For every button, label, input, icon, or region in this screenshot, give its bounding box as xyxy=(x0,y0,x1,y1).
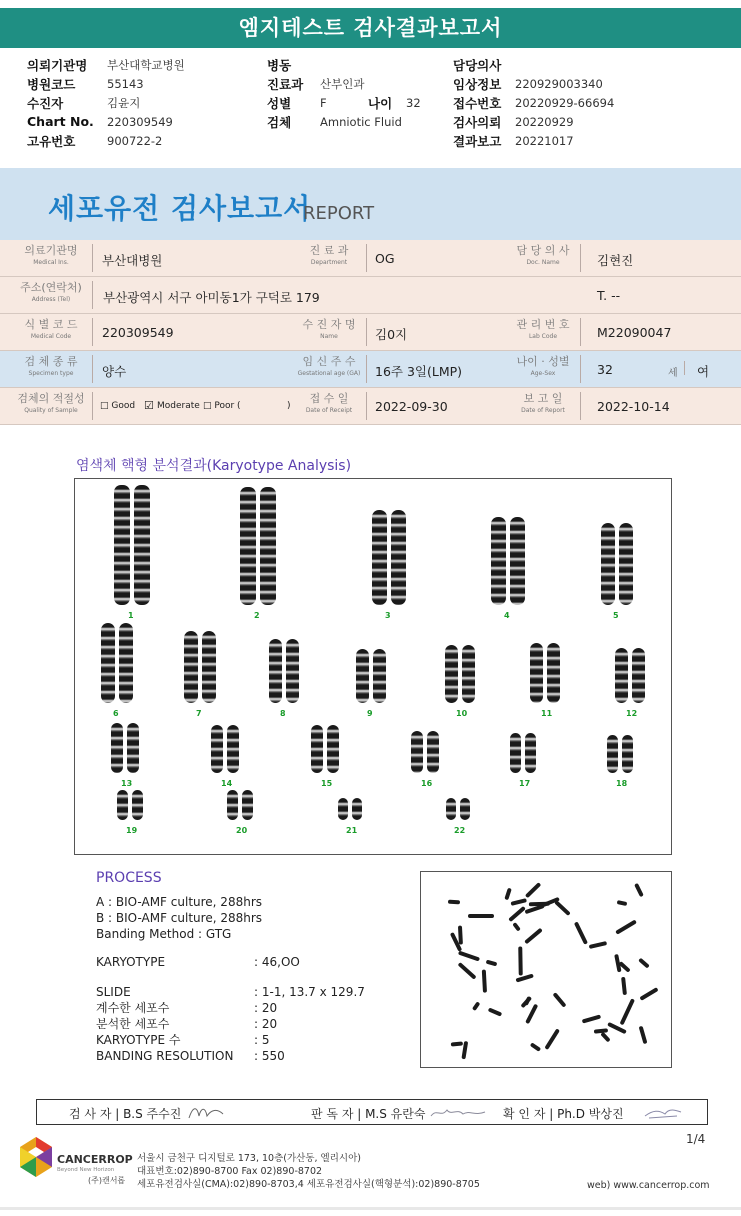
divider xyxy=(580,318,581,346)
patient-info-table xyxy=(0,240,741,425)
value-date-report: 2022-10-14 xyxy=(597,399,670,414)
metaphase-chromosome xyxy=(520,996,531,1008)
metaphase-chromosome xyxy=(488,1007,502,1016)
label-ward: 병동 xyxy=(267,57,292,73)
metaphase-chromosome xyxy=(574,922,588,945)
chromosome-label: 9 xyxy=(367,709,373,718)
label-date-report: 보 고 일 Date of Report xyxy=(521,392,565,414)
label-medical-code: 식 별 코 드 Medical Code xyxy=(24,318,78,340)
divider xyxy=(92,392,93,420)
metaphase-chromosome xyxy=(530,1042,541,1051)
label-name: 수 진 자 명 Name xyxy=(302,318,356,340)
label-lab-code: 관 리 번 호 Lab Code xyxy=(516,318,570,340)
analyzed-cells-value: : 20 xyxy=(254,1017,278,1031)
chromosome-17-b xyxy=(525,733,536,773)
chromosome-label: 8 xyxy=(280,709,286,718)
chromosome-label: 14 xyxy=(221,779,233,788)
reader-signature-icon xyxy=(429,1104,487,1122)
report-title-block xyxy=(0,168,741,240)
value-age: 32 xyxy=(597,362,613,377)
chromosome-11-b xyxy=(547,643,560,703)
label-gestational-age: 임 신 주 수 Gestational age (GA) xyxy=(297,355,361,377)
metaphase-chromosome xyxy=(614,954,621,972)
metaphase-chromosome xyxy=(504,887,512,900)
value-specimen-type: 양수 xyxy=(102,364,127,379)
chromosome-21-a xyxy=(338,798,348,820)
metaphase-chromosome xyxy=(638,957,649,968)
chromosome-6-b xyxy=(119,623,133,703)
chromosome-10-a xyxy=(445,645,458,703)
quality-poor-close: ) xyxy=(287,401,291,411)
metaphase-chromosome xyxy=(553,992,567,1008)
table-row xyxy=(0,351,741,388)
metaphase-chromosome xyxy=(524,928,543,945)
chromosome-20-a xyxy=(227,790,238,820)
metaphase-chromosome xyxy=(634,883,644,897)
metaphase-chromosome xyxy=(481,970,486,993)
counted-cells-value: : 20 xyxy=(254,1001,278,1015)
header-column-middle xyxy=(267,55,421,131)
metaphase-chromosome xyxy=(511,898,527,906)
chromosome-label: 16 xyxy=(421,779,433,788)
chromosome-label: 1 xyxy=(128,611,134,620)
value-medical-code: 220309549 xyxy=(102,325,174,340)
process-row xyxy=(96,1048,365,1064)
karyotype-image xyxy=(74,478,672,855)
company-name: (주)캔서롭 xyxy=(88,1176,126,1185)
label-sex: 성별 xyxy=(267,95,292,111)
value-age-unit: 세 xyxy=(668,368,678,379)
banding-resolution-label: BANDING RESOLUTION xyxy=(96,1049,234,1063)
chromosome-label: 10 xyxy=(456,709,468,718)
company-slogan: Beyond New Horizon xyxy=(57,1167,115,1173)
metaphase-chromosome xyxy=(581,1014,600,1023)
phone-line: 대표번호:02)890-8700 Fax 02)890-8702 xyxy=(137,1166,323,1177)
metaphase-chromosome xyxy=(639,1026,648,1044)
chromosome-6-a xyxy=(101,623,115,703)
counted-cells-label: 계수한 세포수 xyxy=(96,1001,170,1015)
chromosome-label: 11 xyxy=(541,709,553,718)
karyotype-count-value: : 5 xyxy=(254,1033,270,1047)
chromosome-5-b xyxy=(619,523,633,605)
value-lab-code: M22090047 xyxy=(597,325,672,340)
karyotype-result-value: : 46,OO xyxy=(254,955,300,969)
chromosome-13-b xyxy=(127,723,139,773)
value-receipt-no: 20220929-66694 xyxy=(515,95,615,110)
chromosome-14-b xyxy=(227,725,239,773)
quality-good-checkbox[interactable]: □ Good xyxy=(100,401,136,411)
chromosome-3-a xyxy=(372,510,387,605)
company-website-link[interactable]: web) www.cancerrop.com xyxy=(587,1180,710,1191)
chromosome-2-b xyxy=(260,487,276,605)
chromosome-label: 20 xyxy=(236,826,248,835)
value-clinical-info: 220929003340 xyxy=(515,76,603,91)
metaphase-chromosome xyxy=(472,1001,480,1010)
label-age: 나이 xyxy=(368,95,393,111)
banding-method: Banding Method : GTG xyxy=(96,927,232,941)
chromosome-17-a xyxy=(510,733,521,773)
divider xyxy=(92,318,93,346)
lab-phone-line: 세포유전검사실(CMA):02)890-8703,4 세포유전검사실(핵형분석):02)890-8705 xyxy=(137,1179,480,1190)
cancerrop-logo-icon xyxy=(18,1135,54,1179)
process-line-b: B : BIO-AMF culture, 288hrs xyxy=(96,911,263,925)
label-requesting-org: 의뢰기관명 xyxy=(27,57,88,73)
label-patient: 수진자 xyxy=(27,95,64,111)
chromosome-label: 15 xyxy=(321,779,333,788)
label-age-sex: 나이 · 성별 Age-Sex xyxy=(516,355,570,377)
label-address: 주소(연락처) Address (Tel) xyxy=(20,281,82,303)
quality-moderate-check-icon[interactable]: ☑ xyxy=(144,399,154,412)
analyzed-cells-label: 분석한 세포수 xyxy=(96,1017,170,1031)
divider xyxy=(366,244,367,272)
value-date-receipt: 2022-09-30 xyxy=(375,399,448,414)
chromosome-14-a xyxy=(211,725,223,773)
chromosome-1-a xyxy=(114,485,130,605)
karyotype-result-label: KARYOTYPE xyxy=(96,955,166,969)
chromosome-8-b xyxy=(286,639,299,703)
divider xyxy=(684,361,685,375)
slide-label: SLIDE xyxy=(96,985,131,999)
metaphase-chromosome xyxy=(639,987,658,1001)
company-logo-text: CANCERROP xyxy=(57,1153,133,1166)
value-department: OG xyxy=(375,251,395,266)
value-address: 부산광역시 서구 아미동1가 구덕로 179 xyxy=(103,290,320,305)
metaphase-chromosome xyxy=(512,922,521,932)
process-section xyxy=(96,870,365,1064)
chromosome-4-b xyxy=(510,517,525,605)
value-age: 32 xyxy=(406,95,421,110)
chromosome-label: 7 xyxy=(196,709,202,718)
chromosome-9-b xyxy=(373,649,386,703)
process-line-a: A : BIO-AMF culture, 288hrs xyxy=(96,895,263,909)
label-doctor: 담당의사 xyxy=(453,57,502,73)
chromosome-16-a xyxy=(411,731,423,773)
chromosome-9-a xyxy=(356,649,369,703)
chromosome-label: 3 xyxy=(385,611,391,620)
chromosome-15-b xyxy=(327,725,339,773)
value-tel: T. -- xyxy=(597,288,621,303)
label-unique-id: 고유번호 xyxy=(27,133,76,149)
metaphase-chromosome xyxy=(451,1041,463,1046)
bottom-rule xyxy=(0,1207,741,1210)
chromosome-10-b xyxy=(462,645,475,703)
process-row xyxy=(96,1000,365,1016)
metaphase-chromosome xyxy=(458,950,480,961)
slide-value: : 1-1, 13.7 x 129.7 xyxy=(254,985,365,999)
label-department: 진료과 xyxy=(267,76,304,92)
process-row xyxy=(96,1016,365,1032)
value-department: 산부인과 xyxy=(320,76,365,91)
chromosome-19-b xyxy=(132,790,143,820)
chromosome-2-a xyxy=(240,487,256,605)
label-department: 진 료 과 Department xyxy=(309,244,349,266)
label-receipt-no: 접수번호 xyxy=(453,95,502,111)
chromosome-16-b xyxy=(427,731,439,773)
label-doc-name: 담 당 의 사 Doc. Name xyxy=(516,244,570,266)
metaphase-chromosome xyxy=(615,919,636,934)
metaphase-chromosome xyxy=(458,962,477,980)
chromosome-11-a xyxy=(530,643,543,703)
process-title: PROCESS xyxy=(96,870,162,886)
karyotype-section-title: 염색체 핵형 분석결과(Karyotype Analysis) xyxy=(76,458,352,474)
divider xyxy=(92,355,93,383)
divider xyxy=(366,392,367,420)
header-column-right xyxy=(453,55,614,150)
chromosome-label: 17 xyxy=(519,779,531,788)
chromosome-21-b xyxy=(352,798,362,820)
table-row xyxy=(0,314,741,351)
metaphase-chromosome xyxy=(485,960,497,967)
value-hospital-code: 55143 xyxy=(107,76,144,91)
metaphase-chromosome xyxy=(589,941,607,949)
table-row xyxy=(0,277,741,314)
chromosome-label: 12 xyxy=(626,709,638,718)
chromosome-label: 6 xyxy=(113,709,119,718)
process-row xyxy=(96,1032,365,1048)
chromosome-18-b xyxy=(622,735,633,773)
report-banner-title: 엠지테스트 검사결과보고서 xyxy=(0,8,741,48)
chromosome-3-b xyxy=(391,510,406,605)
divider xyxy=(580,392,581,420)
page-number: 1/4 xyxy=(686,1132,706,1146)
value-medical-ins: 부산대병원 xyxy=(102,253,163,268)
chromosome-4-a xyxy=(491,517,506,605)
label-specimen-type: 검 체 종 류 Specimen type xyxy=(24,355,78,377)
value-unique-id: 900722-2 xyxy=(107,133,163,148)
value-sex: 여 xyxy=(697,364,710,379)
value-requesting-org: 부산대학교병원 xyxy=(107,57,185,72)
reader-signature-label: 판 독 자 | M.S 유란숙 xyxy=(311,1107,426,1121)
value-doc-name: 김현진 xyxy=(597,253,634,268)
report-title-english: REPORT xyxy=(303,203,375,224)
metaphase-chromosome xyxy=(554,900,570,916)
chromosome-label: 5 xyxy=(613,611,619,620)
tester-signature-icon xyxy=(187,1104,225,1122)
metaphase-chromosome xyxy=(468,914,493,918)
metaphase-image xyxy=(420,871,672,1068)
chromosome-label: 21 xyxy=(346,826,358,835)
label-medical-ins: 의료기관명 Medical Ins. xyxy=(24,244,78,266)
divider xyxy=(92,244,93,272)
table-row xyxy=(0,388,741,425)
metaphase-chromosome xyxy=(622,977,628,995)
chromosome-label: 13 xyxy=(121,779,133,788)
value-result-date: 20221017 xyxy=(515,133,574,148)
value-sex: F xyxy=(320,95,327,110)
metaphase-chromosome xyxy=(619,999,635,1026)
karyotype-result xyxy=(96,954,365,970)
value-chart-no: 220309549 xyxy=(107,114,173,129)
chromosome-19-a xyxy=(117,790,128,820)
divider xyxy=(580,355,581,383)
metaphase-chromosome xyxy=(508,906,526,922)
metaphase-chromosome xyxy=(544,1028,559,1049)
table-row xyxy=(0,240,741,277)
chromosome-label: 22 xyxy=(454,826,466,835)
header-column-left xyxy=(27,55,185,150)
chromosome-label: 19 xyxy=(126,826,138,835)
label-sample-quality: 검체의 적절성 Quality of Sample xyxy=(17,392,85,414)
chromosome-20-b xyxy=(242,790,253,820)
metaphase-chromosome xyxy=(518,947,523,976)
label-clinical-info: 임상정보 xyxy=(453,76,502,92)
quality-moderate-label: Moderate xyxy=(157,401,200,411)
label-result-date: 결과보고 xyxy=(453,133,502,149)
label-specimen: 검체 xyxy=(267,114,292,130)
chromosome-label: 2 xyxy=(254,611,260,620)
metaphase-chromosome xyxy=(600,1032,610,1043)
confirmer-signature-label: 확 인 자 | Ph.D 박상진 xyxy=(503,1107,624,1121)
signature-row xyxy=(36,1099,708,1125)
label-hospital-code: 병원코드 xyxy=(27,76,76,92)
metaphase-chromosome xyxy=(458,926,463,945)
banding-resolution-value: : 550 xyxy=(254,1049,285,1063)
chromosome-13-a xyxy=(111,723,123,773)
chromosome-22-a xyxy=(446,798,456,820)
divider xyxy=(92,281,93,309)
chromosome-12-a xyxy=(615,648,628,703)
chromosome-label: 4 xyxy=(504,611,510,620)
value-gestational-age: 16주 3일(LMP) xyxy=(375,364,463,379)
process-row xyxy=(96,984,365,1000)
divider xyxy=(366,355,367,383)
value-patient: 김윤지 xyxy=(107,95,141,110)
chromosome-15-a xyxy=(311,725,323,773)
metaphase-chromosome xyxy=(525,1004,538,1025)
label-chart-no: Chart No. xyxy=(27,114,94,129)
chromosome-1-b xyxy=(134,485,150,605)
chromosome-18-a xyxy=(607,735,618,773)
address-line: 서울시 금천구 디지털로 173, 10층(가산동, 엘리시아) xyxy=(137,1153,361,1164)
chromosome-7-b xyxy=(202,631,216,703)
divider xyxy=(580,244,581,272)
value-request-date: 20220929 xyxy=(515,114,574,129)
confirmer-signature-icon xyxy=(643,1104,683,1122)
chromosome-22-b xyxy=(460,798,470,820)
chromosome-7-a xyxy=(184,631,198,703)
label-request-date: 검사의뢰 xyxy=(453,114,502,130)
quality-poor-checkbox[interactable]: □ Poor ( xyxy=(203,401,241,411)
company-address xyxy=(137,1152,480,1191)
karyotype-count-label: KARYOTYPE 수 xyxy=(96,1033,181,1047)
metaphase-chromosome xyxy=(617,900,627,906)
chromosome-5-a xyxy=(601,523,615,605)
tester-signature-label: 검 사 자 | B.S 주수진 xyxy=(69,1107,182,1121)
label-date-receipt: 접 수 일 Date of Receipt xyxy=(305,392,353,414)
chromosome-label: 18 xyxy=(616,779,628,788)
divider xyxy=(366,318,367,346)
value-specimen: Amniotic Fluid xyxy=(320,114,402,129)
chromosome-8-a xyxy=(269,639,282,703)
chromosome-12-b xyxy=(632,648,645,703)
metaphase-chromosome xyxy=(448,900,460,905)
value-name: 김0지 xyxy=(375,327,408,342)
report-title-korean: 세포유전 검사보고서 xyxy=(48,192,312,225)
metaphase-chromosome xyxy=(525,883,541,899)
